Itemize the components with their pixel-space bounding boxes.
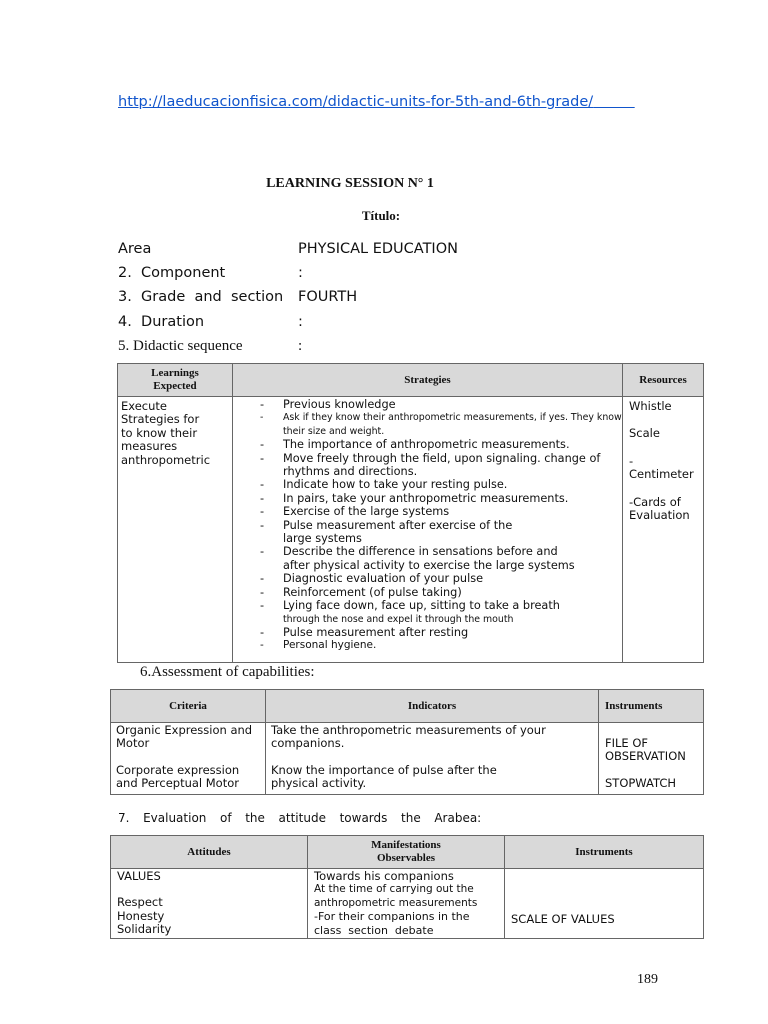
criteria-list (111, 723, 265, 792)
list-item: - Lying face down, face up, sitting to take a breath through the nose and expel it through the mouth (233, 599, 622, 626)
attitude-instruments-cell (505, 869, 704, 939)
table-header: Strategies (233, 364, 623, 397)
learnings-text: Execute Strategies for to know their measures anthropometric (121, 399, 211, 467)
resource-item: - (629, 453, 634, 468)
info-value: PHYSICAL EDUCATION (298, 241, 458, 257)
list-item: - Indicate how to take your resting pulse. (260, 478, 508, 492)
instruments-cell (599, 723, 704, 795)
instruments-list (599, 723, 703, 791)
table-header: Attitudes (111, 836, 308, 869)
attitude-table (110, 835, 704, 939)
info-value: : (298, 265, 303, 281)
page-number: 189 (637, 972, 658, 987)
attitude-item: Respect (117, 895, 163, 910)
manifestation-item: Towards his companions (314, 869, 454, 883)
list-item: - In pairs, take your anthropometric measurements. (260, 491, 569, 505)
manifestations-cell (308, 869, 505, 939)
list-item: - Reinforcement (of pulse taking) (260, 585, 462, 599)
list-item: - Exercise of the large systems (260, 505, 450, 519)
attitude-instrument: SCALE OF VALUES (511, 911, 615, 926)
indicator-item: Know the importance of pulse after the physical activity. (271, 762, 497, 791)
resource-item: Centimeter (629, 467, 694, 482)
table-header: Indicators (266, 690, 599, 723)
criteria-cell (111, 723, 266, 795)
indicators-list (266, 723, 598, 792)
source-url-link[interactable]: http://laeducacionfisica.com/didactic-units-for-5th-and-6th-grade/ (118, 94, 594, 110)
table-header: Instruments (599, 690, 704, 723)
section-7-heading: 7. Evaluation of the attitude towards the Arabea: (118, 811, 482, 825)
manifestation-item: At the time of carrying out the anthropometric measurements (314, 883, 478, 909)
attitudes-cell (111, 869, 308, 939)
list-item: - Describe the difference in sensations before and after physical activity to exercise the large systems (260, 545, 575, 572)
table-header: Manifestations Observables (308, 836, 505, 869)
capabilities-table (110, 689, 704, 795)
list-item: - Ask if they know their anthropometric measurements, if yes. They know their size and weight. (260, 412, 622, 437)
resources-cell (623, 397, 704, 663)
list-item: - Pulse measurement after exercise of the large systems (260, 518, 513, 546)
list-item: - Previous knowledge (260, 398, 396, 411)
session-subtitle: Título: (361, 208, 401, 223)
info-label: 5. Didactic sequence (118, 338, 243, 354)
manifestations-list (308, 869, 504, 938)
table-header: Resources (623, 364, 704, 397)
table-header: Instruments (505, 836, 704, 869)
list-item: - The importance of anthropometric measurements. (260, 438, 570, 452)
breath-note: through the nose and expel it through the mouth (283, 613, 514, 625)
resources-list (623, 397, 703, 523)
attitude-item: VALUES (117, 869, 161, 883)
resource-item: -Cards of (629, 494, 681, 509)
info-value: : (298, 314, 303, 330)
resource-item: Evaluation (629, 508, 690, 523)
info-value: FOURTH (298, 289, 358, 305)
info-label: 4. Duration (118, 314, 205, 330)
section-6-heading: 6.Assessment of capabilities: (140, 664, 315, 680)
attitude-item: Honesty (117, 908, 165, 923)
strategies-cell (233, 397, 623, 663)
learnings-cell (118, 397, 233, 663)
list-item: - Pulse measurement after resting (260, 625, 469, 639)
indicators-cell (266, 723, 599, 795)
list-item: - Diagnostic evaluation of your pulse (260, 572, 484, 586)
strategies-list (233, 397, 622, 653)
instrument-item: FILE OF OBSERVATION (605, 736, 686, 764)
criteria-item: Organic Expression and Motor (116, 723, 253, 751)
attitude-item: Solidarity (117, 922, 172, 937)
info-label: 2. Component (118, 265, 226, 281)
resource-item: Scale (629, 426, 660, 441)
resource-item: Whistle (629, 399, 672, 413)
instrument-item: STOPWATCH (605, 775, 677, 790)
table-header: Criteria (111, 690, 266, 723)
info-value: : (298, 338, 303, 354)
list-item: - Move freely through the field, upon signaling. change of rhythms and directions. (260, 451, 601, 479)
info-label: Area (118, 241, 152, 257)
criteria-item: Corporate expression and Perceptual Motor (116, 762, 240, 791)
session-title: LEARNING SESSION N° 1 (266, 176, 434, 191)
info-label: 3. Grade and section (118, 289, 284, 305)
table-header: Learnings Expected (118, 364, 233, 397)
attitudes-list (111, 869, 307, 938)
list-item: - Personal hygiene. (260, 639, 377, 652)
manifestation-item: -For their companions in the class section debate (314, 910, 474, 937)
didactic-sequence-table (117, 363, 704, 663)
indicator-item: Take the anthropometric measurements of your companions. (271, 723, 546, 751)
